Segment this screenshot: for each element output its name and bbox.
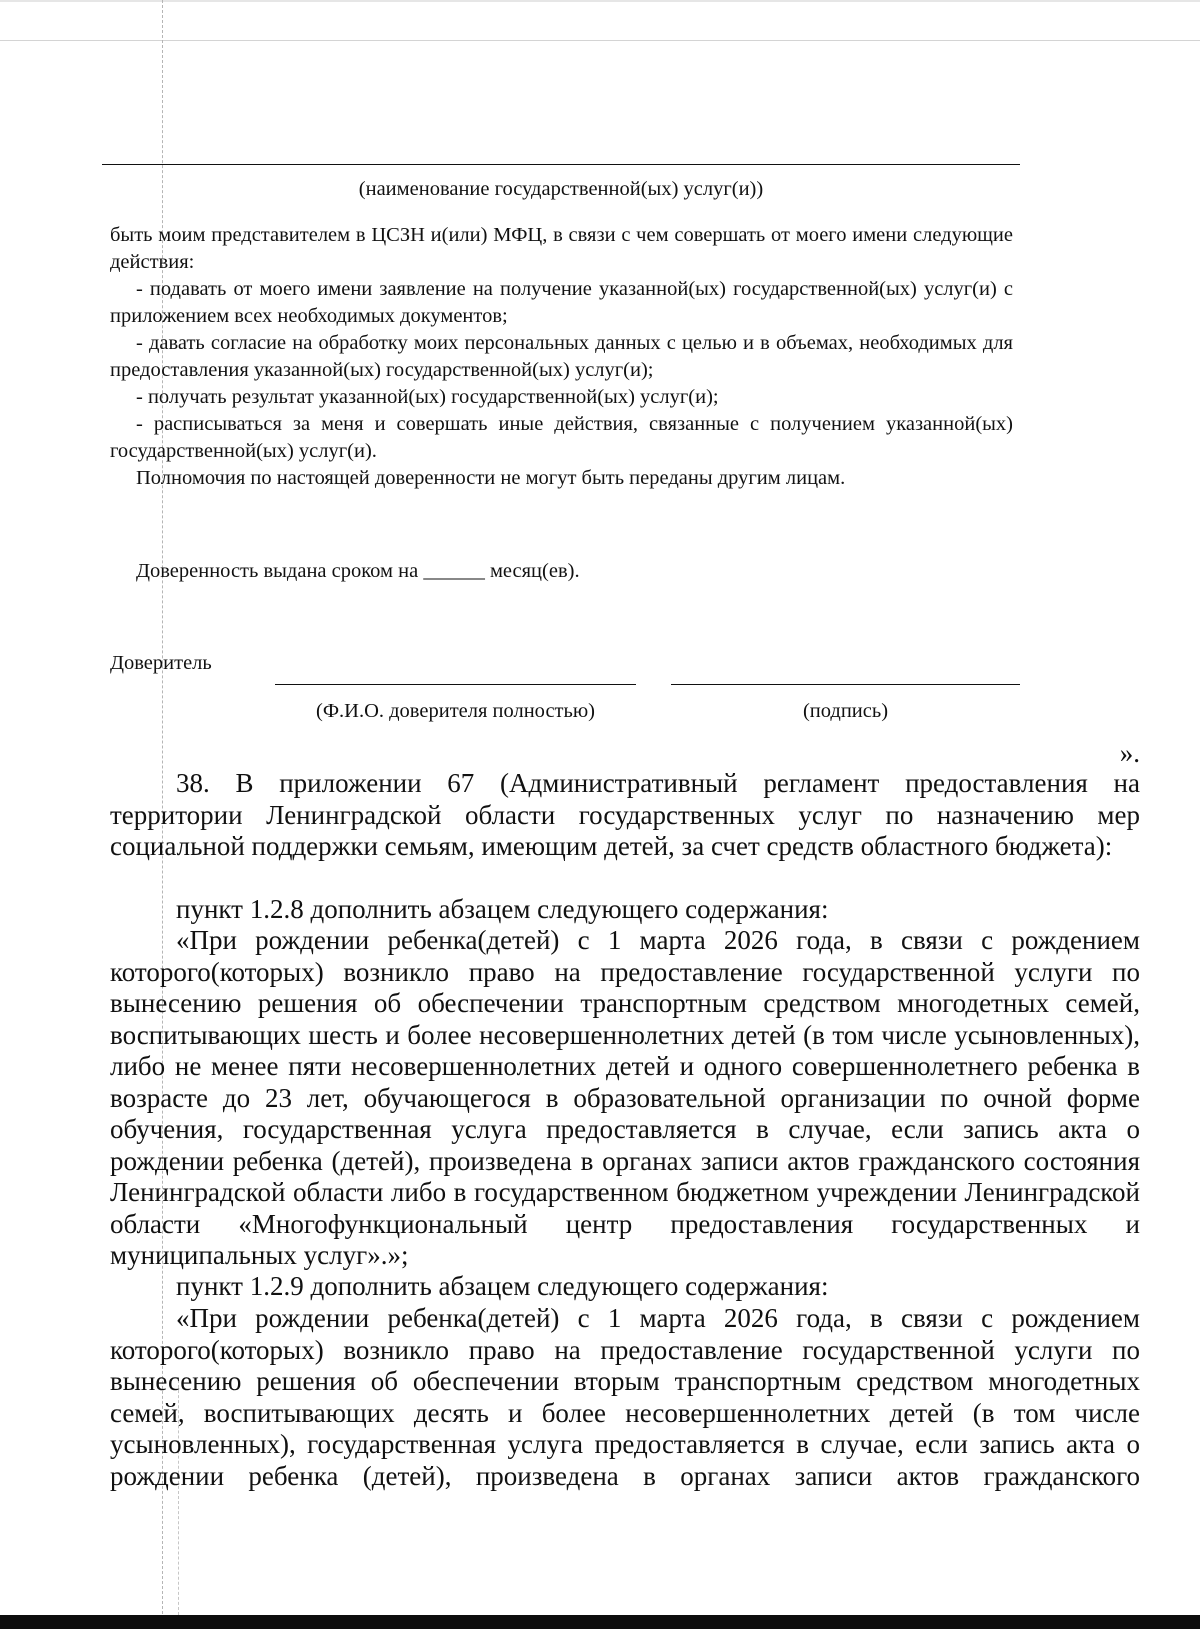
action-item-consent: - давать согласие на обработку моих персональных данных с целью и в объемах, необходимых для предоставления указанной(ых) государственной(ых) услуг(и); <box>110 332 1013 381</box>
service-name-caption: (наименование государственной(ых) услуг(и)) <box>358 178 764 200</box>
intro-paragraph: быть моим представителем в ЦСЗН и(или) МФЦ, в связи с чем совершать от моего имени следующие действия: <box>110 224 1013 273</box>
fio-caption: (Ф.И.О. доверителя полностью) <box>316 700 595 722</box>
fio-line <box>275 684 636 685</box>
validity-paragraph: Доверенность выдана сроком на ______ месяц(ев). <box>136 560 580 582</box>
service-name-line <box>102 164 1020 165</box>
item-1-2-9-intro: пункт 1.2.9 дополнить абзацем следующего содержания: <box>176 1271 829 1301</box>
action-item-receive: - получать результат указанной(ых) государственной(ых) услуг(и); <box>136 386 719 408</box>
scan-edge-top <box>0 0 1200 2</box>
scan-artifact-horizontal <box>0 40 1200 41</box>
item-38-paragraph: 38. В приложении 67 (Административный регламент предоставления на территории Ленинградской области государственных услуг по назначению мер социальной поддержки семьям, имеющим детей, за счет средств областного бюджета): <box>110 768 1140 861</box>
signature-caption: (подпись) <box>802 700 889 722</box>
action-item-submit: - подавать от моего имени заявление на получение указанной(ых) государственной(ых) услуг(и) с приложением всех необходимых документов; <box>110 278 1013 327</box>
principal-label: Доверитель <box>110 652 212 674</box>
action-item-sign: - расписываться за меня и совершать иные действия, связанные с получением указанной(ых) государственной(ых) услуг(и). <box>110 413 1013 462</box>
closing-quote: ». <box>1119 738 1140 768</box>
signature-line <box>671 684 1020 685</box>
scan-edge-bottom <box>0 1615 1200 1629</box>
item-1-2-8-text: «При рождении ребенка(детей) с 1 марта 2026 года, в связи с рождением которого(которых) возникло право на предоставление государственной услуги по вынесению решения об обеспечении транспортным средством многодетных семей, воспитывающих шесть и более несовершеннолетних детей (в том числе усыновленных), либо не менее пяти несовершеннолетних детей и одного совершеннолетнего ребенка в возрасте до 23 лет, обучающегося в образовательной организации по очной форме обучения, государственная услуга предоставляется в случае, если запись акта о рождении ребенка (детей), произведена в органах записи актов гражданского состояния Ленинградской области либо в государственном бюджетном учреждении Ленинградской области «Многофункциональный центр предоставления государственных и муниципальных услуг».»; <box>110 925 1140 1270</box>
no-transfer-paragraph: Полномочия по настоящей доверенности не могут быть переданы другим лицам. <box>136 467 846 489</box>
item-1-2-9-text: «При рождении ребенка(детей) с 1 марта 2026 года, в связи с рождением которого(которых) возникло право на предоставление государственной услуги по вынесению решения об обеспечении вторым транспортным средством многодетных семей, воспитывающих десять и более несовершеннолетних детей (в том числе усыновленных), государственная услуга предоставляется в случае, если запись акта о рождении ребенка (детей), произведена в органах записи актов гражданского <box>110 1303 1140 1491</box>
item-1-2-8-intro: пункт 1.2.8 дополнить абзацем следующего содержания: <box>176 894 829 924</box>
